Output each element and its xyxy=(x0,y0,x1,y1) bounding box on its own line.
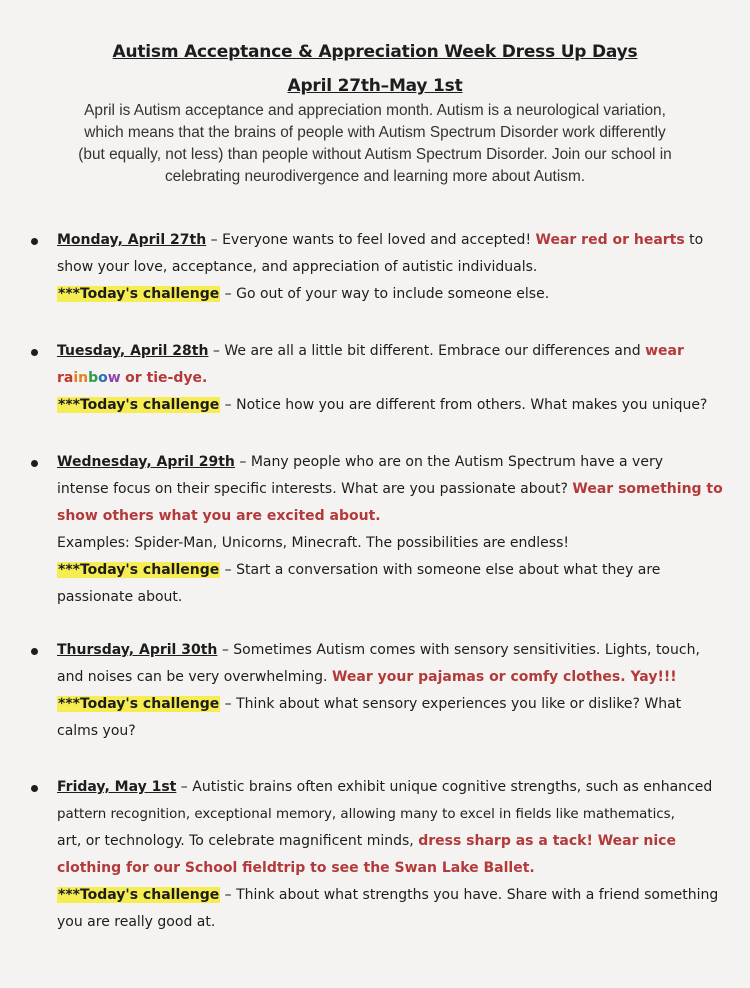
day-text: to xyxy=(689,232,704,248)
challenge-label: ***Today's challenge xyxy=(58,286,220,302)
dress-instruction: Wear red or hearts xyxy=(535,232,685,248)
intro-line: April is Autism acceptance and appreciation month. Autism is a neurological variation, xyxy=(84,102,666,119)
challenge-label: ***Today's challenge xyxy=(58,397,220,413)
dress-instruction: Wear something to xyxy=(572,481,723,497)
challenge-text: calms you? xyxy=(57,723,136,739)
challenge-text: Think about what strengths you have. Share with a friend something xyxy=(236,887,719,903)
bullet-icon xyxy=(31,349,38,356)
dress-instruction: clothing for our School fieldtrip to see the Swan Lake Ballet. xyxy=(57,860,535,876)
challenge-text: passionate about. xyxy=(57,589,183,605)
dress-instruction: or tie-dye. xyxy=(125,370,208,386)
challenge-text: you are really good at. xyxy=(57,914,216,930)
bullet-icon xyxy=(31,460,38,467)
rainbow-letter: b xyxy=(88,370,99,386)
intro-line: which means that the brains of people with Autism Spectrum Disorder work differently xyxy=(84,124,666,141)
bullet-icon xyxy=(31,785,38,792)
challenge-text: Go out of your way to include someone else. xyxy=(236,286,550,302)
day-name: Friday, May 1st xyxy=(57,779,177,795)
day-wednesday: Wednesday, April 29th – Many people who are on the Autism Spectrum have a very intense focus on their specific interests. What are you passionate about? Wear something to show others what you are excited about. Examples: Spider-Man, Unicorns, Minecraft. The possibilities are endless! ***Today's challenge – Start a conversation with someone else about what they are passionate about. xyxy=(57,449,737,611)
day-text: pattern recognition, exceptional memory, allowing many to excel in fields like mathematics, xyxy=(57,807,675,822)
rainbow-letter: w xyxy=(107,370,121,386)
challenge-label: ***Today's challenge xyxy=(58,696,220,712)
dress-instruction: dress sharp as a tack! Wear nice xyxy=(418,833,676,849)
flyer-dates: April 27th–May 1st xyxy=(287,76,463,96)
day-name: Thursday, April 30th xyxy=(57,642,218,658)
dress-instruction: show others what you are excited about. xyxy=(57,508,381,524)
challenge-text: Start a conversation with someone else about what they are xyxy=(236,562,661,578)
day-text: and noises can be very overwhelming. xyxy=(57,669,328,685)
intro-line: (but equally, not less) than people without Autism Spectrum Disorder. Join our school in xyxy=(78,146,672,163)
day-text: intense focus on their specific interests. What are you passionate about? xyxy=(57,481,568,497)
dress-instruction-rainbow xyxy=(57,365,737,392)
bullet-icon xyxy=(31,648,38,655)
day-friday: Friday, May 1st – Autistic brains often exhibit unique cognitive strengths, such as enhanced pattern recognition, exceptional memory, allowing many to excel in fields like mathematics, art, or technology. To celebrate magnificent minds, dress sharp as a tack! Wear nice clothing for our School fieldtrip to see the Swan Lake Ballet. ***Today's challenge – Think about what strengths you have. Share with a friend something you are really good at. xyxy=(57,774,737,936)
day-text: art, or technology. To celebrate magnificent minds, xyxy=(57,833,414,849)
challenge-text: Think about what sensory experiences you like or dislike? What xyxy=(236,696,682,712)
dress-instruction: wear xyxy=(645,343,684,359)
day-monday: Monday, April 27th – Everyone wants to feel loved and accepted! Wear red or hearts to show your love, acceptance, and appreciation of autistic individuals. ***Today's challenge – Go out of your way to include someone else. xyxy=(57,227,737,308)
flyer-title: Autism Acceptance & Appreciation Week Dress Up Days xyxy=(112,42,638,62)
day-text: Examples: Spider-Man, Unicorns, Minecraft. The possibilities are endless! xyxy=(57,535,569,551)
rainbow-letter: in xyxy=(73,370,89,386)
day-text: Sometimes Autism comes with sensory sensitivities. Lights, touch, xyxy=(233,642,700,658)
day-name: Monday, April 27th xyxy=(57,232,207,248)
day-text: show your love, acceptance, and appreciation of autistic individuals. xyxy=(57,259,538,275)
dress-instruction: Wear your pajamas or comfy clothes. Yay!!! xyxy=(331,669,677,685)
day-text: Many people who are on the Autism Spectrum have a very xyxy=(250,454,663,470)
day-text: Autistic brains often exhibit unique cognitive strengths, such as enhanced xyxy=(192,779,713,795)
rainbow-letter: ra xyxy=(57,370,74,386)
day-name: Wednesday, April 29th xyxy=(57,454,235,470)
challenge-label: ***Today's challenge xyxy=(58,887,220,903)
day-thursday: Thursday, April 30th – Sometimes Autism comes with sensory sensitivities. Lights, touch, and noises can be very overwhelming. Wear your pajamas or comfy clothes. Yay!!! ***Today's challenge – Think about what sensory experiences you like or dislike? What calms you? xyxy=(57,637,737,745)
day-text: We are all a little bit different. Embrace our differences and xyxy=(224,343,641,359)
challenge-label: ***Today's challenge xyxy=(58,562,220,578)
day-name: Tuesday, April 28th xyxy=(57,343,209,359)
rainbow-letter: o xyxy=(98,370,108,386)
bullet-icon xyxy=(31,238,38,245)
intro-paragraph xyxy=(0,100,750,188)
intro-line: celebrating neurodivergence and learning more about Autism. xyxy=(164,168,586,185)
day-tuesday: Tuesday, April 28th – We are all a little bit different. Embrace our differences and wear rainbow or tie-dye. ***Today's challenge – Notice how you are different from others. What makes you unique? xyxy=(57,338,737,419)
challenge-text: Notice how you are different from others. What makes you unique? xyxy=(236,397,708,413)
day-text: Everyone wants to feel loved and accepted! xyxy=(222,232,532,248)
